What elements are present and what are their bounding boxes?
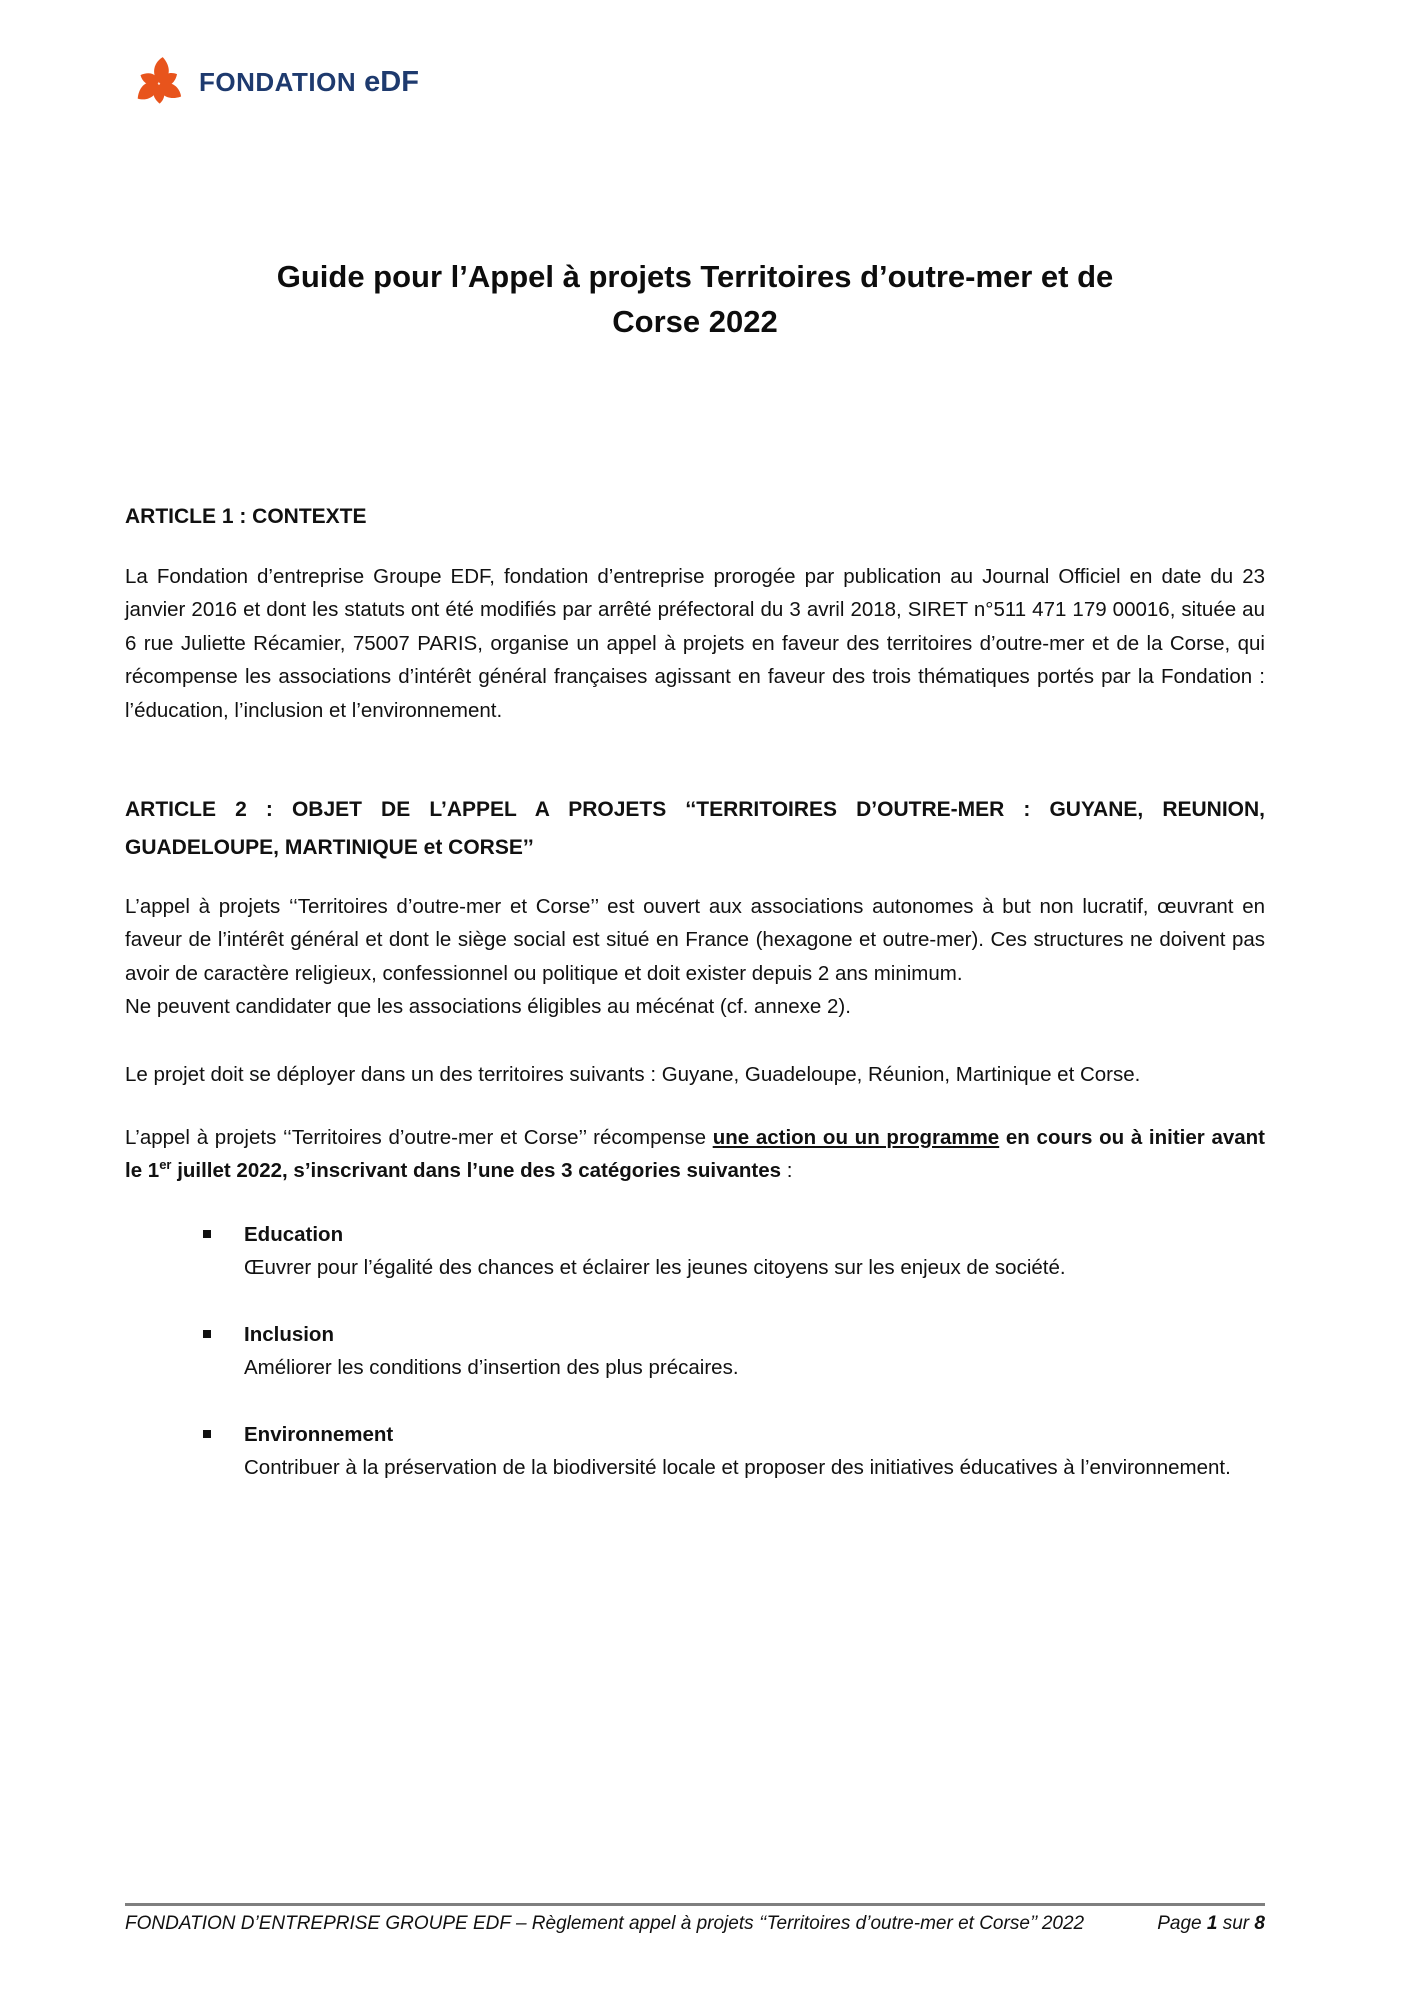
- list-item-education: [125, 1218, 1265, 1285]
- document-title-line2: Corse 2022: [612, 304, 778, 339]
- square-bullet-icon: [203, 1430, 211, 1438]
- square-bullet-icon: [203, 1330, 211, 1338]
- reward-suffix: :: [781, 1159, 793, 1183]
- article2-eligibility-note: Ne peuvent candidater que les associations éligibles au mécénat (cf. annexe 2).: [125, 995, 851, 1019]
- category-inclusion: [244, 1318, 739, 1385]
- article2-eligibility-text: L’appel à projets ‘‘Territoires d’outre-mer et Corse’’ est ouvert aux associations autonomes à but non lucratif, œuvrant en faveur de l’intérêt général et dont le siège social est situé en France (hexagone et outre-mer). Ces structures ne doivent pas avoir de caractère religieux, confessionnel ou politique et doit exister depuis 2 ans minimum.: [125, 895, 1265, 985]
- logo-edf-text: eDF: [364, 65, 419, 98]
- category-title: Education: [244, 1222, 344, 1246]
- footer-page-separator: sur: [1222, 1913, 1250, 1934]
- article2-heading: ARTICLE 2 : OBJET DE L’APPEL A PROJETS ‘‘TERRITOIRES D’OUTRE-MER : GUYANE, REUNION, GUADELOUPE, MARTINIQUE et CORSE’’: [125, 798, 1265, 860]
- list-item-inclusion: [125, 1318, 1265, 1385]
- category-environnement: [244, 1418, 1231, 1485]
- document-content: [125, 0, 1265, 1484]
- footer-page-indicator: [1157, 1913, 1265, 1935]
- square-bullet-icon: [203, 1230, 211, 1238]
- article1-heading: ARTICLE 1 : CONTEXTE: [125, 505, 367, 528]
- footer-text-row: [125, 1913, 1265, 1935]
- list-item-environnement: [125, 1418, 1265, 1485]
- fondation-edf-logo: [125, 0, 1265, 116]
- logo-fondation-text: FONDATION: [199, 66, 357, 97]
- footer-page-label: Page: [1157, 1913, 1202, 1934]
- footer-document-reference: FONDATION D’ENTREPRISE GROUPE EDF – Règlement appel à projets ‘‘Territoires d’outre-mer et Corse’’ 2022: [125, 1913, 1085, 1934]
- article2-territories-paragraph: Le projet doit se déployer dans un des territoires suivants : Guyane, Guadeloupe, Réunion, Martinique et Corse.: [125, 1062, 1141, 1086]
- categories-list: [125, 1218, 1265, 1484]
- category-title: Inclusion: [244, 1322, 334, 1346]
- page-footer: [125, 1903, 1265, 1935]
- category-description: Œuvrer pour l’égalité des chances et éclairer les jeunes citoyens sur les enjeux de société.: [244, 1256, 1066, 1280]
- footer-page-total: 8: [1254, 1913, 1265, 1934]
- document-title: [125, 254, 1265, 344]
- article1-paragraph: La Fondation d’entreprise Groupe EDF, fondation d’entreprise prorogée par publication au Journal Officiel en date du 23 janvier 2016 et dont les statuts ont été modifiés par arrêté préfectoral du 3 avril 2018, SIRET n°511 471 179 00016, située au 6 rue Juliette Récamier, 75007 PARIS, organise un appel à projets en faveur des territoires d’outre-mer et de la Corse, qui récompense les associations d’intérêt général françaises agissant en faveur des trois thématiques portés par la Fondation : l’éducation, l’inclusion et l’environnement.: [125, 565, 1265, 722]
- reward-prefix: L’appel à projets ‘‘Territoires d’outre-mer et Corse’’ récompense: [125, 1126, 713, 1150]
- article2-eligibility-paragraph: [125, 890, 1265, 1024]
- article2-reward-paragraph: [125, 1121, 1265, 1188]
- category-description: Améliorer les conditions d’insertion des plus précaires.: [244, 1356, 739, 1380]
- reward-bold-before-sup: en cours ou à initier avant le 1: [125, 1126, 1266, 1183]
- category-title: Environnement: [244, 1422, 394, 1446]
- footer-page-number: 1: [1206, 1913, 1218, 1934]
- reward-superscript: er: [159, 1157, 172, 1173]
- reward-underlined: une action ou un programme: [712, 1126, 1000, 1150]
- reward-bold-after-sup: juillet 2022, s’inscrivant dans l’une des 3 catégories suivantes: [171, 1159, 782, 1183]
- category-description: Contribuer à la préservation de la biodiversité locale et proposer des initiatives éducatives à l’environnement.: [244, 1455, 1231, 1479]
- logo-wordmark: [199, 66, 419, 99]
- footer-divider: [125, 1903, 1265, 1906]
- category-education: [244, 1218, 1066, 1285]
- edf-flame-icon: [125, 48, 193, 116]
- document-title-line1: Guide pour l’Appel à projets Territoires d’outre-mer et de: [276, 259, 1114, 294]
